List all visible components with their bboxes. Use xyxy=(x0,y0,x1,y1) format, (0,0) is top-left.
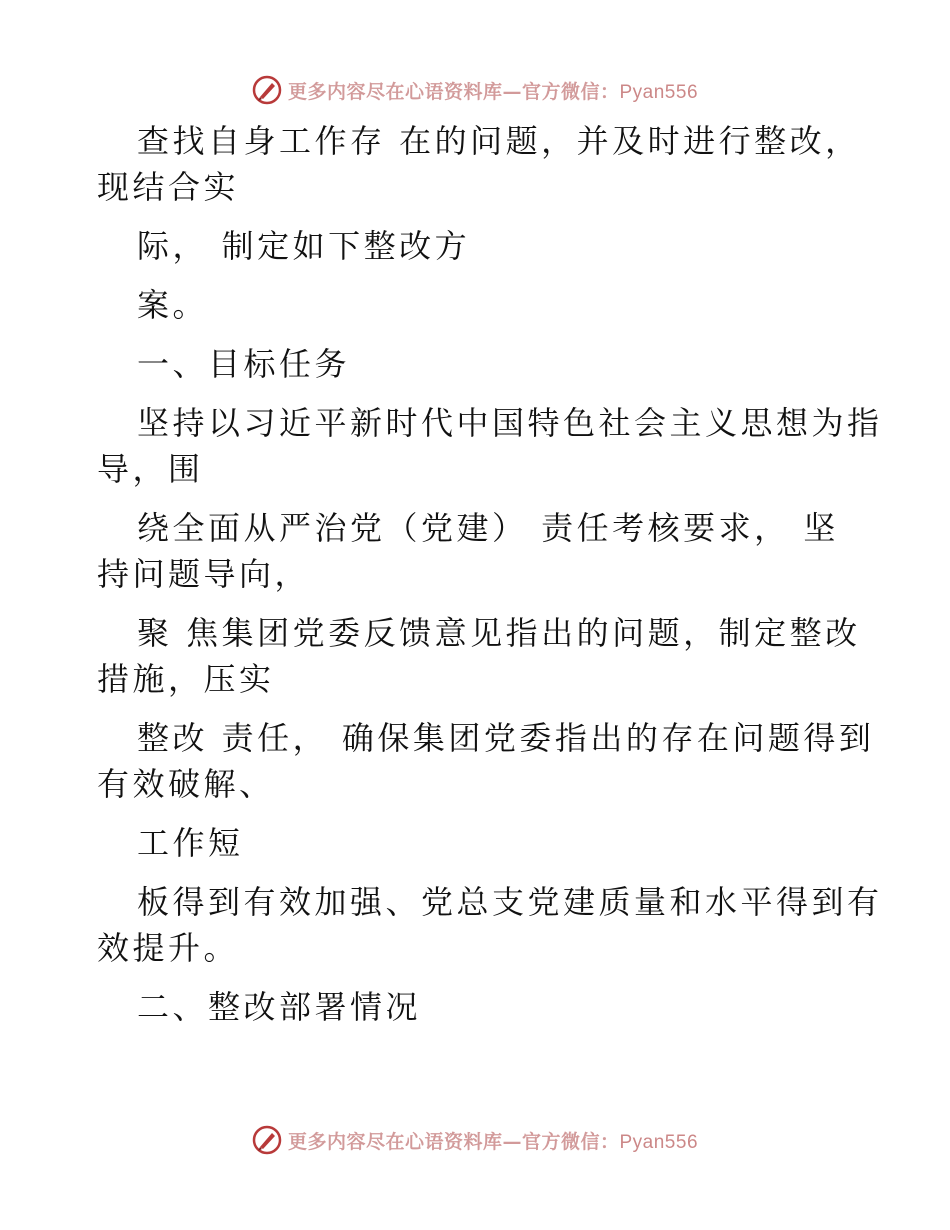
footer-banner-contact: Pyan556 xyxy=(619,1131,699,1153)
pen-seal-icon xyxy=(252,1125,282,1155)
header-banner xyxy=(0,70,950,110)
body-line: 有效破解、 xyxy=(97,765,275,803)
footer-banner-text xyxy=(288,1127,698,1154)
section-heading: 一、目标任务 xyxy=(137,345,351,383)
body-line: 案。 xyxy=(137,286,209,324)
footer-banner-label: 更多内容尽在心语资料库—官方微信： xyxy=(287,1130,620,1153)
body-line: 现结合实 xyxy=(97,168,240,206)
body-line: 工作短 xyxy=(137,824,244,862)
body-line: 查找自身工作存 在的问题，并及时进行整改， xyxy=(137,122,861,160)
body-line: 效提升。 xyxy=(97,929,240,967)
body-line: 措施，压实 xyxy=(97,660,275,698)
section-heading: 二、整改部署情况 xyxy=(137,988,422,1026)
body-line: 整改 责任， 确保集团党委指出的存在问题得到 xyxy=(137,719,875,757)
body-line: 导，围 xyxy=(97,450,204,488)
header-banner-label: 更多内容尽在心语资料库—官方微信： xyxy=(287,80,620,103)
body-line: 际， 制定如下整改方 xyxy=(137,227,471,265)
body-line: 坚持以习近平新时代中国特色社会主义思想为指 xyxy=(137,404,883,442)
body-line: 板得到有效加强、党总支党建质量和水平得到有 xyxy=(137,883,883,921)
pen-seal-icon xyxy=(252,75,282,105)
document-body xyxy=(97,122,883,1047)
body-line: 持问题导向， xyxy=(97,555,311,593)
body-line: 绕全面从严治党（党建） 责任考核要求， 坚 xyxy=(137,509,839,547)
header-banner-text xyxy=(288,77,698,104)
footer-banner xyxy=(0,1120,950,1160)
header-banner-contact: Pyan556 xyxy=(619,81,699,103)
body-line: 聚 焦集团党委反馈意见指出的问题，制定整改 xyxy=(137,614,861,652)
